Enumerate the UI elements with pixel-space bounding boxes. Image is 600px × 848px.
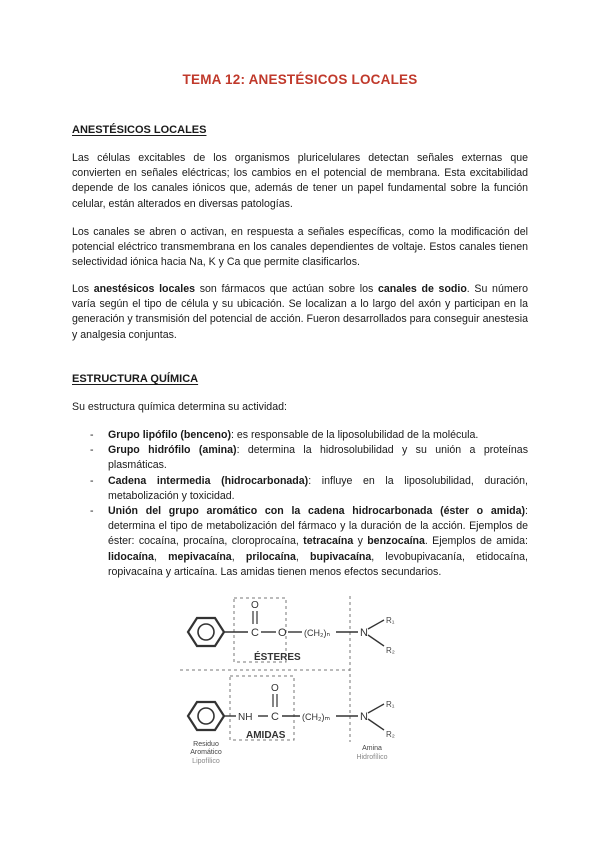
caption-lipofilico: Lipofílico — [192, 758, 220, 765]
amide-r2-label: R₂ — [386, 730, 395, 739]
chemical-structure-diagram — [178, 592, 436, 772]
benzene-ring-amide-icon — [188, 702, 224, 730]
caption-aromatico: Aromático — [190, 749, 222, 756]
page-title: TEMA 12: ANESTÉSICOS LOCALES — [182, 72, 418, 87]
section-heading-estructura: ESTRUCTURA QUÍMICA — [72, 373, 199, 385]
caption-amina: Amina — [362, 745, 382, 752]
paragraph-canales: Los canales se abren o activan, en respuesta a señales específicas, como la modificación del potencial eléctrico transmembrana en los canales dependientes de voltaje. Estos canales tienen selectividad iónica hacia Na, K y Ca que permite clasificarlos. — [72, 226, 528, 269]
amide-carbon-label: C — [271, 711, 279, 723]
list-item: - Unión del grupo aromático con la cadena hidrocarbonada (éster o amida): determina el tipo de metabolización del fármaco y la duración de la acción. Ejemplos de éster: cocaína, procaína, cloroprocaína, tetracaína y benzocaína. Ejemplos de amida: lidocaína, mepivacaína, prilocaína, bupivacaína, levobupivacanía, etidocaína, ropivacaína y articaína. Las amidas tienen menos efectos secundarios. — [90, 505, 528, 578]
amide-amine-n-label: N — [360, 711, 368, 723]
paragraph-excitables: Las células excitables de los organismos pluricelulares detectan señales externas que convierten en señales eléctricas; los cambios en el potencial de membrana. Esta excitabilidad depende de los canales iónicos que, además de tener un papel fundamental sobre la función celular, están alterados en diversas patologías. — [72, 152, 528, 210]
bold-canales-sodio: canales de sodio — [377, 283, 467, 295]
amide-oxygen-label: O — [271, 683, 279, 694]
paragraph-anestesicos: Los anestésicos locales son fármacos que actúan sobre los canales de sodio. Su número varía según el tipo de célula y su ubicación. Se localizan a lo largo del axón y participan en la generación y transmisión del potencial de acción. Fueron desarrollados para conseguir anestesia y analgesia conjuntas. — [72, 283, 528, 341]
amide-nh-label: NH — [238, 712, 253, 723]
esteres-label: ÉSTERES — [254, 652, 301, 663]
bullet-list — [72, 428, 528, 580]
ester-r2-label: R₂ — [386, 646, 395, 655]
bold-anestesicos-locales: anestésicos locales — [93, 283, 196, 295]
amide-chain-label: (CH₂)ₘ — [302, 712, 331, 722]
benzene-ring-ester-icon — [188, 618, 224, 646]
ester-oxygen-top-label: O — [251, 600, 259, 611]
caption-hidrofilico: Hidrofílico — [356, 754, 388, 761]
ester-chain-label: (CH₂)ₙ — [304, 628, 331, 638]
list-item: - Grupo lipófilo (benceno): es responsable de la liposolubilidad de la molécula. — [90, 429, 479, 441]
ester-carbon-label: C — [251, 627, 259, 639]
list-item: - Cadena intermedia (hidrocarbonada): influye en la liposolubilidad, duración, metabolización y toxicidad. — [90, 474, 528, 502]
list-item: - Grupo hidrófilo (amina): determina la hidrosolubilidad y su unión a proteínas plasmáticas. — [90, 444, 528, 472]
amide-r1-label: R₁ — [386, 700, 395, 709]
caption-residuo: Residuo — [193, 741, 219, 748]
amidas-label: AMIDAS — [246, 730, 286, 741]
ester-r1-label: R₁ — [386, 616, 395, 625]
ester-oxygen-label: O — [278, 627, 287, 639]
paragraph-intro-estructura: Su estructura química determina su actividad: — [72, 401, 287, 413]
section-heading-anestesicos: ANESTÉSICOS LOCALES — [72, 124, 207, 136]
ester-amine-n-label: N — [360, 627, 368, 639]
